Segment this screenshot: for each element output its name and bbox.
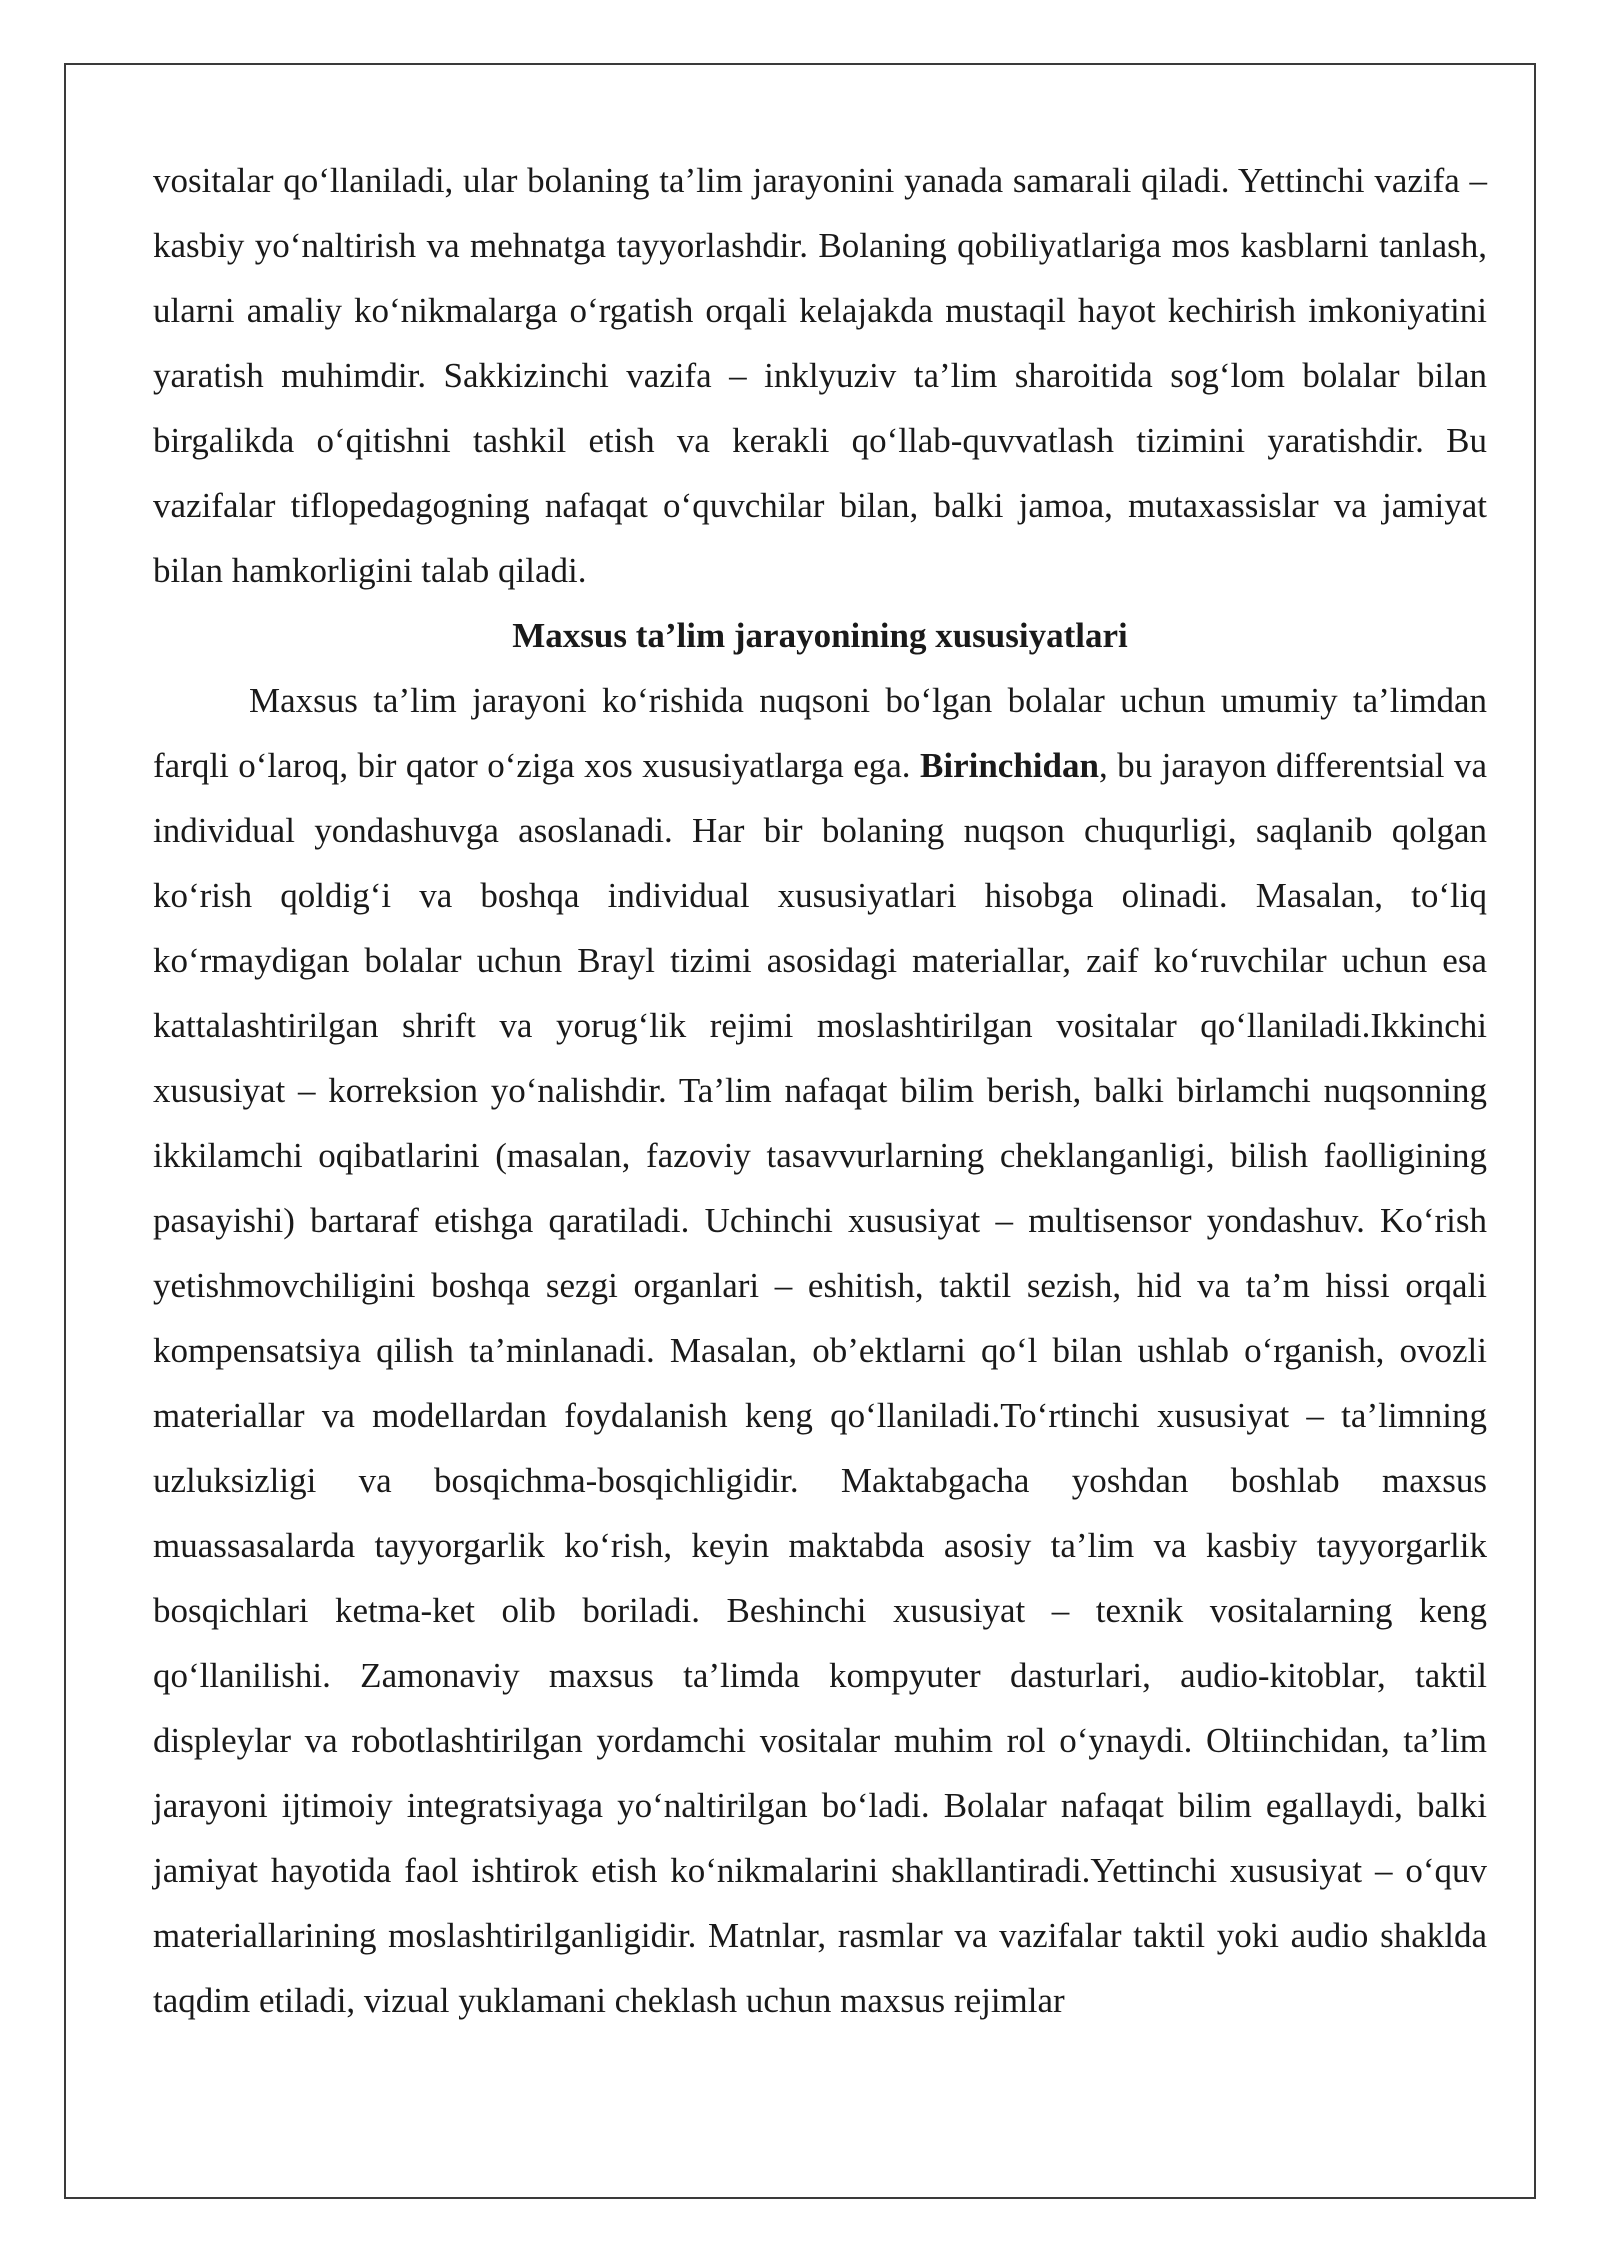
paragraph-second-rest: , bu jarayon differentsial va individual yondashuvga asoslanadi. Har bir bolaning nuqson chuqurligi, saqlanib qolgan ko‘rish qoldig‘i va boshqa individual xususiyatlari hisobga olinadi. Masalan, to‘liq ko‘rmaydigan bolalar uchun Brayl tizimi asosidagi materiallar, zaif ko‘ruvchilar uchun esa kattalashtirilgan shrift va yorug‘lik rejimi moslashtirilgan vositalar qo‘llaniladi.Ikkinchi xususiyat – korreksion yo‘nalishdir. Ta’lim nafaqat bilim berish, balki birlamchi nuqsonning ikkilamchi oqibatlarini (masalan, fazoviy tasavvurlarning cheklanganligi, bilish faolligining pasayishi) bartaraf etishga qaratiladi. Uchinchi xususiyat – multisensor yondashuv. Ko‘rish yetishmovchiligini boshqa sezgi organlari – eshitish, taktil sezish, hid va ta’m hissi orqali kompensatsiya qilish ta’minlanadi. Masalan, ob’ektlarni qo‘l bilan ushlab o‘rganish, ovozli materiallar va modellardan foydalanish keng qo‘llaniladi.To‘rtinchi xususiyat – ta’limning uzluksizligi va bosqichma-bosqichligidir. Maktabgacha yoshdan boshlab maxsus muassasalarda tayyorgarlik ko‘rish, keyin maktabda asosiy ta’lim va kasbiy tayyorgarlik bosqichlari ketma-ket olib boriladi. Beshinchi xususiyat – texnik vositalarning keng qo‘llanilishi. Zamonaviy maxsus ta’limda kompyuter dasturlari, audio-kitoblar, taktil displeylar va robotlashtirilgan yordamchi vositalar muhim rol o‘ynaydi. Oltiinchidan, ta’lim jarayoni ijtimoiy integratsiyaga yo‘naltirilgan bo‘ladi. Bolalar nafaqat bilim egallaydi, balki jamiyat hayotida faol ishtirok etish ko‘nikmalarini shakllantiradi.Yettinchi xususiyat – o‘quv materiallarining moslashtirilganligidir. Matnlar, rasmlar va vazifalar taktil yoki audio shaklda taqdim etiladi, vizual yuklamani cheklash uchun maxsus rejimlar (153, 746, 1487, 2020)
section-heading: Maxsus ta’lim jarayonining xususiyatlari (512, 616, 1128, 655)
paragraph-second-bold: Birinchidan (920, 746, 1099, 785)
paragraph-first: vositalar qo‘llaniladi, ular bolaning ta’lim jarayonini yanada samarali qiladi. Yettinchi vazifa – kasbiy yo‘naltirish va mehnatga tayyorlashdir. Bolaning qobiliyatlariga mos kasblarni tanlash, ularni amaliy ko‘nikmalarga o‘rgatish orqali kelajakda mustaqil hayot kechirish imkoniyatini yaratish muhimdir. Sakkizinchi vazifa – inklyuziv ta’lim sharoitida sog‘lom bolalar bilan birgalikda o‘qitishni tashkil etish va kerakli qo‘llab-quvvatlash tizimini yaratishdir. Bu vazifalar tiflopedagogning nafaqat o‘quvchilar bilan, balki jamoa, mutaxassislar va jamiyat bilan hamkorligini talab qiladi. (153, 161, 1487, 590)
paragraph-second (153, 668, 1487, 2033)
document-body (153, 148, 1487, 2033)
paragraph-second-start: Maxsus ta’lim jarayoni ko‘rishida nuqsoni bo‘lgan bolalar uchun umumiy ta’limdan farqli o‘laroq, bir qator o‘ziga xos xususiyatlarga ega. (153, 681, 1487, 785)
